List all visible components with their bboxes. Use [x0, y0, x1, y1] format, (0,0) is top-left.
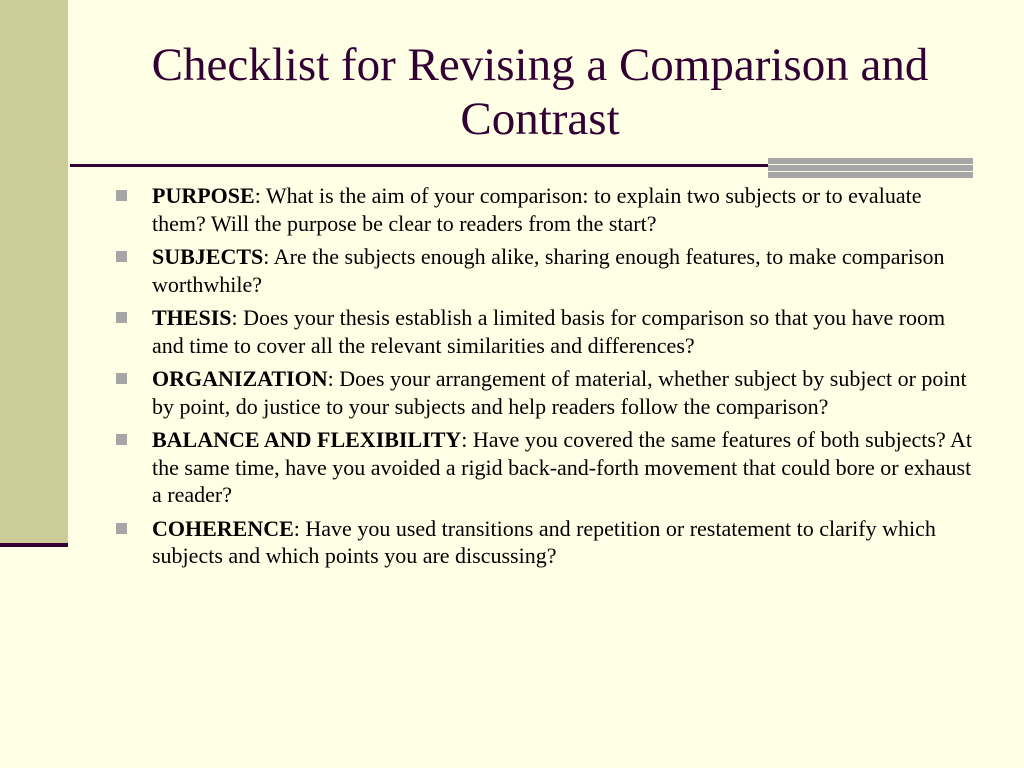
checklist — [116, 182, 976, 576]
left-band-rule — [0, 543, 68, 547]
left-decorative-band — [0, 0, 68, 546]
item-term: BALANCE AND FLEXIBILITY — [152, 427, 462, 452]
square-bullet-icon — [116, 251, 127, 262]
item-text: : Are the subjects enough alike, sharing enough features, to make comparison worthwhile? — [152, 244, 945, 297]
checklist-item-purpose — [116, 182, 976, 237]
slide-title: Checklist for Revising a Comparison and Contrast — [151, 39, 929, 145]
square-bullet-icon — [116, 373, 127, 384]
square-bullet-icon — [116, 190, 127, 201]
checklist-item-thesis — [116, 304, 976, 359]
square-bullet-icon — [116, 312, 127, 323]
title-underline — [70, 164, 770, 167]
item-text: : Have you covered the same features of both subjects? At the same time, have you avoided a rigid back-and-forth movement that could bore or exhaust a reader? — [152, 427, 973, 507]
item-term: ORGANIZATION — [152, 366, 328, 391]
item-text: : Have you used transitions and repetition or restatement to clarify which subjects and which points you are discussing? — [152, 515, 936, 568]
checklist-item-balance — [116, 426, 976, 509]
checklist-item-coherence — [116, 515, 976, 570]
item-text: : Does your arrangement of material, whether subject by subject or point by point, do justice to your subjects and help readers follow the comparison? — [152, 366, 967, 419]
square-bullet-icon — [116, 523, 127, 534]
item-term: SUBJECTS — [152, 244, 264, 269]
square-bullet-icon — [116, 434, 127, 445]
checklist-item-organization — [116, 365, 976, 420]
item-text: : Does your thesis establish a limited basis for comparison so that you have room and time to cover all the relevant similarities and differences? — [152, 305, 946, 358]
title-accent-bar — [768, 158, 973, 178]
item-term: PURPOSE — [152, 183, 255, 208]
item-term: COHERENCE — [152, 515, 294, 541]
checklist-item-subjects — [116, 243, 976, 298]
item-term: THESIS — [152, 305, 232, 330]
item-text: : What is the aim of your comparison: to explain two subjects or to evaluate them? Will the purpose be clear to readers from the start? — [152, 183, 922, 236]
